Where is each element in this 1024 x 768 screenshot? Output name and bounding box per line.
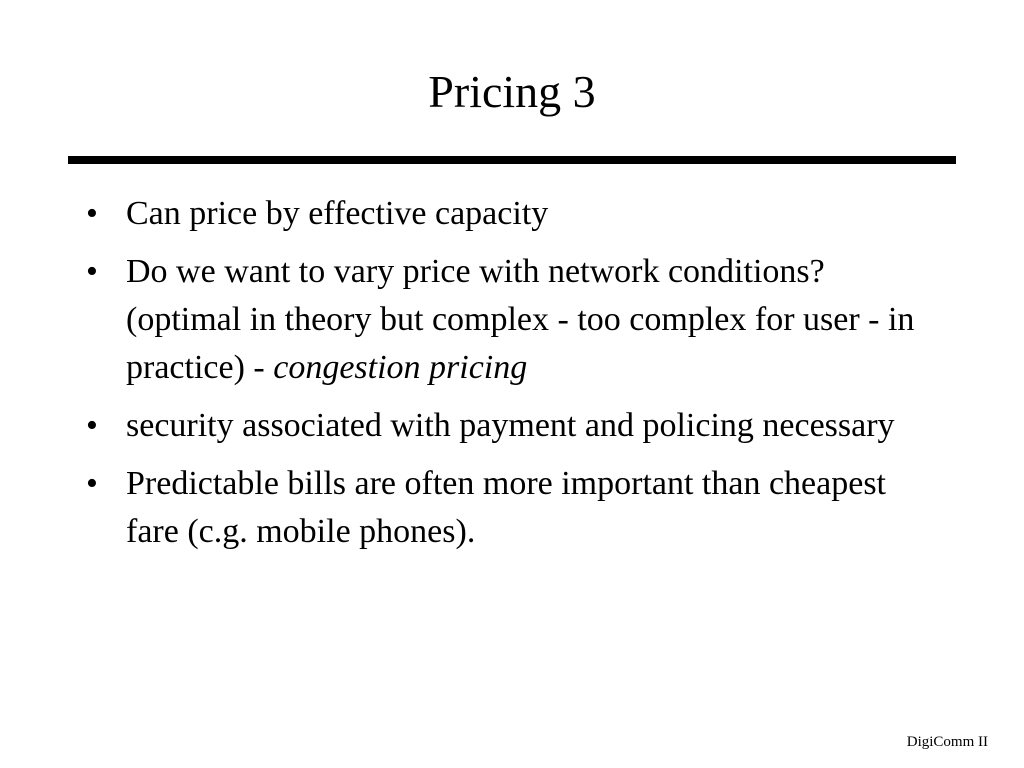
- bullet-text: security associated with payment and policing necessary: [126, 407, 895, 444]
- bullet-item: [86, 460, 916, 556]
- bullet-list: [86, 190, 916, 566]
- bullet-emphasis: congestion pricing: [273, 349, 528, 386]
- bullet-text: Do we want to vary price with network conditions? (optimal in theory but complex - too complex for user - in practice) -: [126, 253, 915, 386]
- bullet-icon: •: [86, 465, 98, 502]
- title-divider: [68, 156, 956, 164]
- bullet-icon: •: [86, 407, 98, 444]
- bullet-item: [86, 248, 916, 392]
- bullet-icon: •: [86, 195, 98, 232]
- bullet-icon: •: [86, 253, 98, 290]
- bullet-item: [86, 402, 916, 450]
- footer-label: DigiComm II: [906, 734, 988, 750]
- bullet-item: [86, 190, 916, 238]
- bullet-text: Predictable bills are often more important than cheapest fare (c.g. mobile phones).: [126, 465, 887, 550]
- slide-title: Pricing 3: [428, 66, 596, 117]
- bullet-text: Can price by effective capacity: [126, 195, 549, 232]
